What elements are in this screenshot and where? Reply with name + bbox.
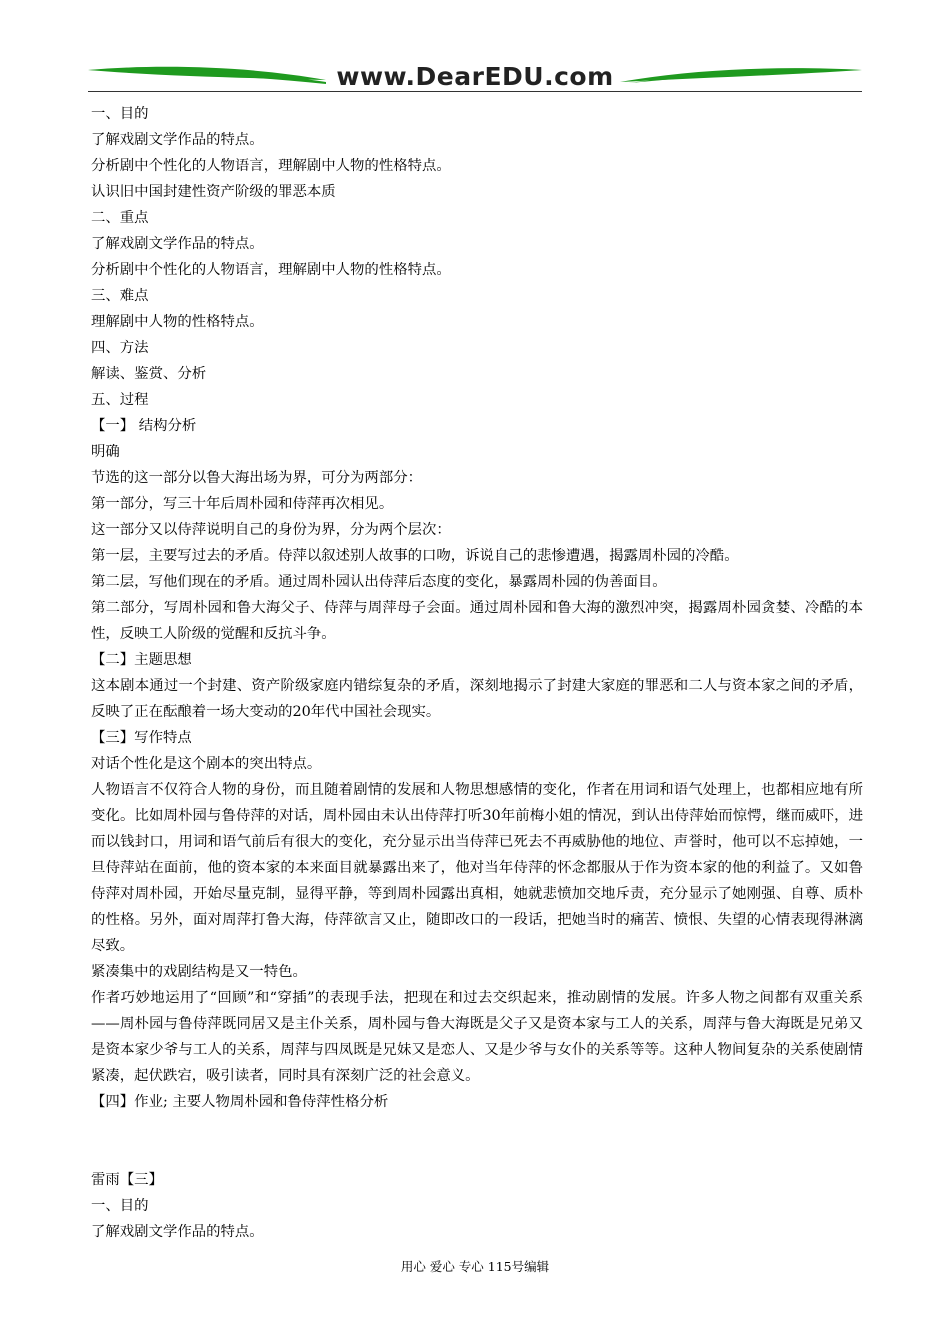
paragraph: 认识旧中国封建性资产阶级的罪恶本质 bbox=[91, 184, 336, 200]
paragraph: 第二部分，写周朴园和鲁大海父子、侍萍与周萍母子会面。通过周朴园和鲁大海的激烈冲突，揭露周朴园贪婪、冷酷的本性，反映工人阶级的觉醒和反抗斗争。 bbox=[91, 600, 863, 642]
heading-methods: 四、方法 bbox=[91, 340, 149, 356]
paragraph: 人物语言不仅符合人物的身份，而且随着剧情的发展和人物思想感情的变化，作者在用词和语气处理上，也都相应地有所变化。比如周朴园与鲁侍萍的对话，周朴园由未认出侍萍打听30年前梅小姐的情况，到认出侍萍始而惊愕，继而威吓，进而以钱封口，用词和语气前后有很大的变化，充分显示出当侍萍已死去不再威胁他的地位、声誉时，他可以不忘掉她，一旦侍萍站在面前，他的资本家的本来面目就暴露出来了，他对当年侍萍的怀念都服从于作为资本家的他的利益了。又如鲁侍萍对周朴园，开始尽量克制，显得平静，等到周朴园露出真相，她就悲愤加交地斥责，充分显示了她刚强、自尊、质朴的性格。另外，面对周萍打鲁大海，侍萍欲言又止，随即改口的一段话，把她当时的痛苦、愤恨、失望的心情表现得淋漓尽致。 bbox=[91, 782, 863, 954]
paragraph: 明确 bbox=[91, 444, 120, 460]
paragraph: 分析剧中个性化的人物语言，理解剧中人物的性格特点。 bbox=[91, 262, 451, 278]
paragraph: 了解戏剧文学作品的特点。 bbox=[91, 236, 264, 252]
paragraph: 这本剧本通过一个封建、资产阶级家庭内错综复杂的矛盾，深刻地揭示了封建大家庭的罪恶和二人与资本家之间的矛盾，反映了正在酝酿着一场大变动的20年代中国社会现实。 bbox=[91, 678, 863, 720]
paragraph: 这一部分又以侍萍说明自己的身份为界，分为两个层次： bbox=[91, 522, 451, 538]
site-logo-text: www.DearEDU.com bbox=[336, 62, 614, 91]
paragraph: 解读、鉴赏、分析 bbox=[91, 366, 207, 382]
paragraph: 节选的这一部分以鲁大海出场为界，可分为两部分： bbox=[91, 470, 422, 486]
paragraph: 第二层，写他们现在的矛盾。通过周朴园认出侍萍后态度的变化，暴露周朴园的伪善面目。 bbox=[91, 574, 667, 590]
subheading-theme: 【二】主题思想 bbox=[91, 652, 192, 668]
heading-process: 五、过程 bbox=[91, 392, 149, 408]
paragraph: 了解戏剧文学作品的特点。 bbox=[91, 1224, 264, 1240]
heading-purpose: 一、目的 bbox=[91, 106, 149, 122]
section-title: 雷雨【三】 bbox=[91, 1172, 163, 1188]
paragraph: 了解戏剧文学作品的特点。 bbox=[91, 132, 264, 148]
paragraph: 紧凑集中的戏剧结构是又一特色。 bbox=[91, 964, 307, 980]
paragraph: 理解剧中人物的性格特点。 bbox=[91, 314, 264, 330]
paragraph: 对话个性化是这个剧本的突出特点。 bbox=[91, 756, 322, 772]
subheading-writing-features: 【三】写作特点 bbox=[91, 730, 192, 746]
page-footer: 用心 爱心 专心 115号编辑 bbox=[400, 1259, 550, 1274]
paragraph: 作者巧妙地运用了“回顾”和“穿插”的表现手法，把现在和过去交织起来，推动剧情的发展。许多人物之间都有双重关系——周朴园与鲁侍萍既同居又是主仆关系，周朴园与鲁大海既是父子又是资本家与工人的关系，周萍与鲁大海既是兄弟又是资本家少爷与工人的关系，周萍与四凤既是兄妹又是恋人、又是少爷与女仆的关系等等。这种人物间复杂的关系使剧情紧凑，起伏跌宕，吸引读者，同时具有深刻广泛的社会意义。 bbox=[91, 990, 863, 1084]
heading-purpose: 一、目的 bbox=[91, 1198, 149, 1214]
blank-space bbox=[91, 1115, 863, 1167]
heading-key-points: 二、重点 bbox=[91, 210, 149, 226]
subheading-structure: 【一】 结构分析 bbox=[91, 418, 197, 434]
heading-difficulties: 三、难点 bbox=[91, 288, 149, 304]
paragraph: 分析剧中个性化的人物语言，理解剧中人物的性格特点。 bbox=[91, 158, 451, 174]
paragraph: 第一部分，写三十年后周朴园和侍萍再次相见。 bbox=[91, 496, 394, 512]
document-body bbox=[91, 101, 863, 1245]
header-rule bbox=[88, 91, 862, 92]
paragraph: 第一层，主要写过去的矛盾。侍萍以叙述别人故事的口吻，诉说自己的悲惨遭遇，揭露周朴园的冷酷。 bbox=[91, 548, 739, 564]
subheading-homework: 【四】作业; 主要人物周朴园和鲁侍萍性格分析 bbox=[91, 1094, 389, 1110]
